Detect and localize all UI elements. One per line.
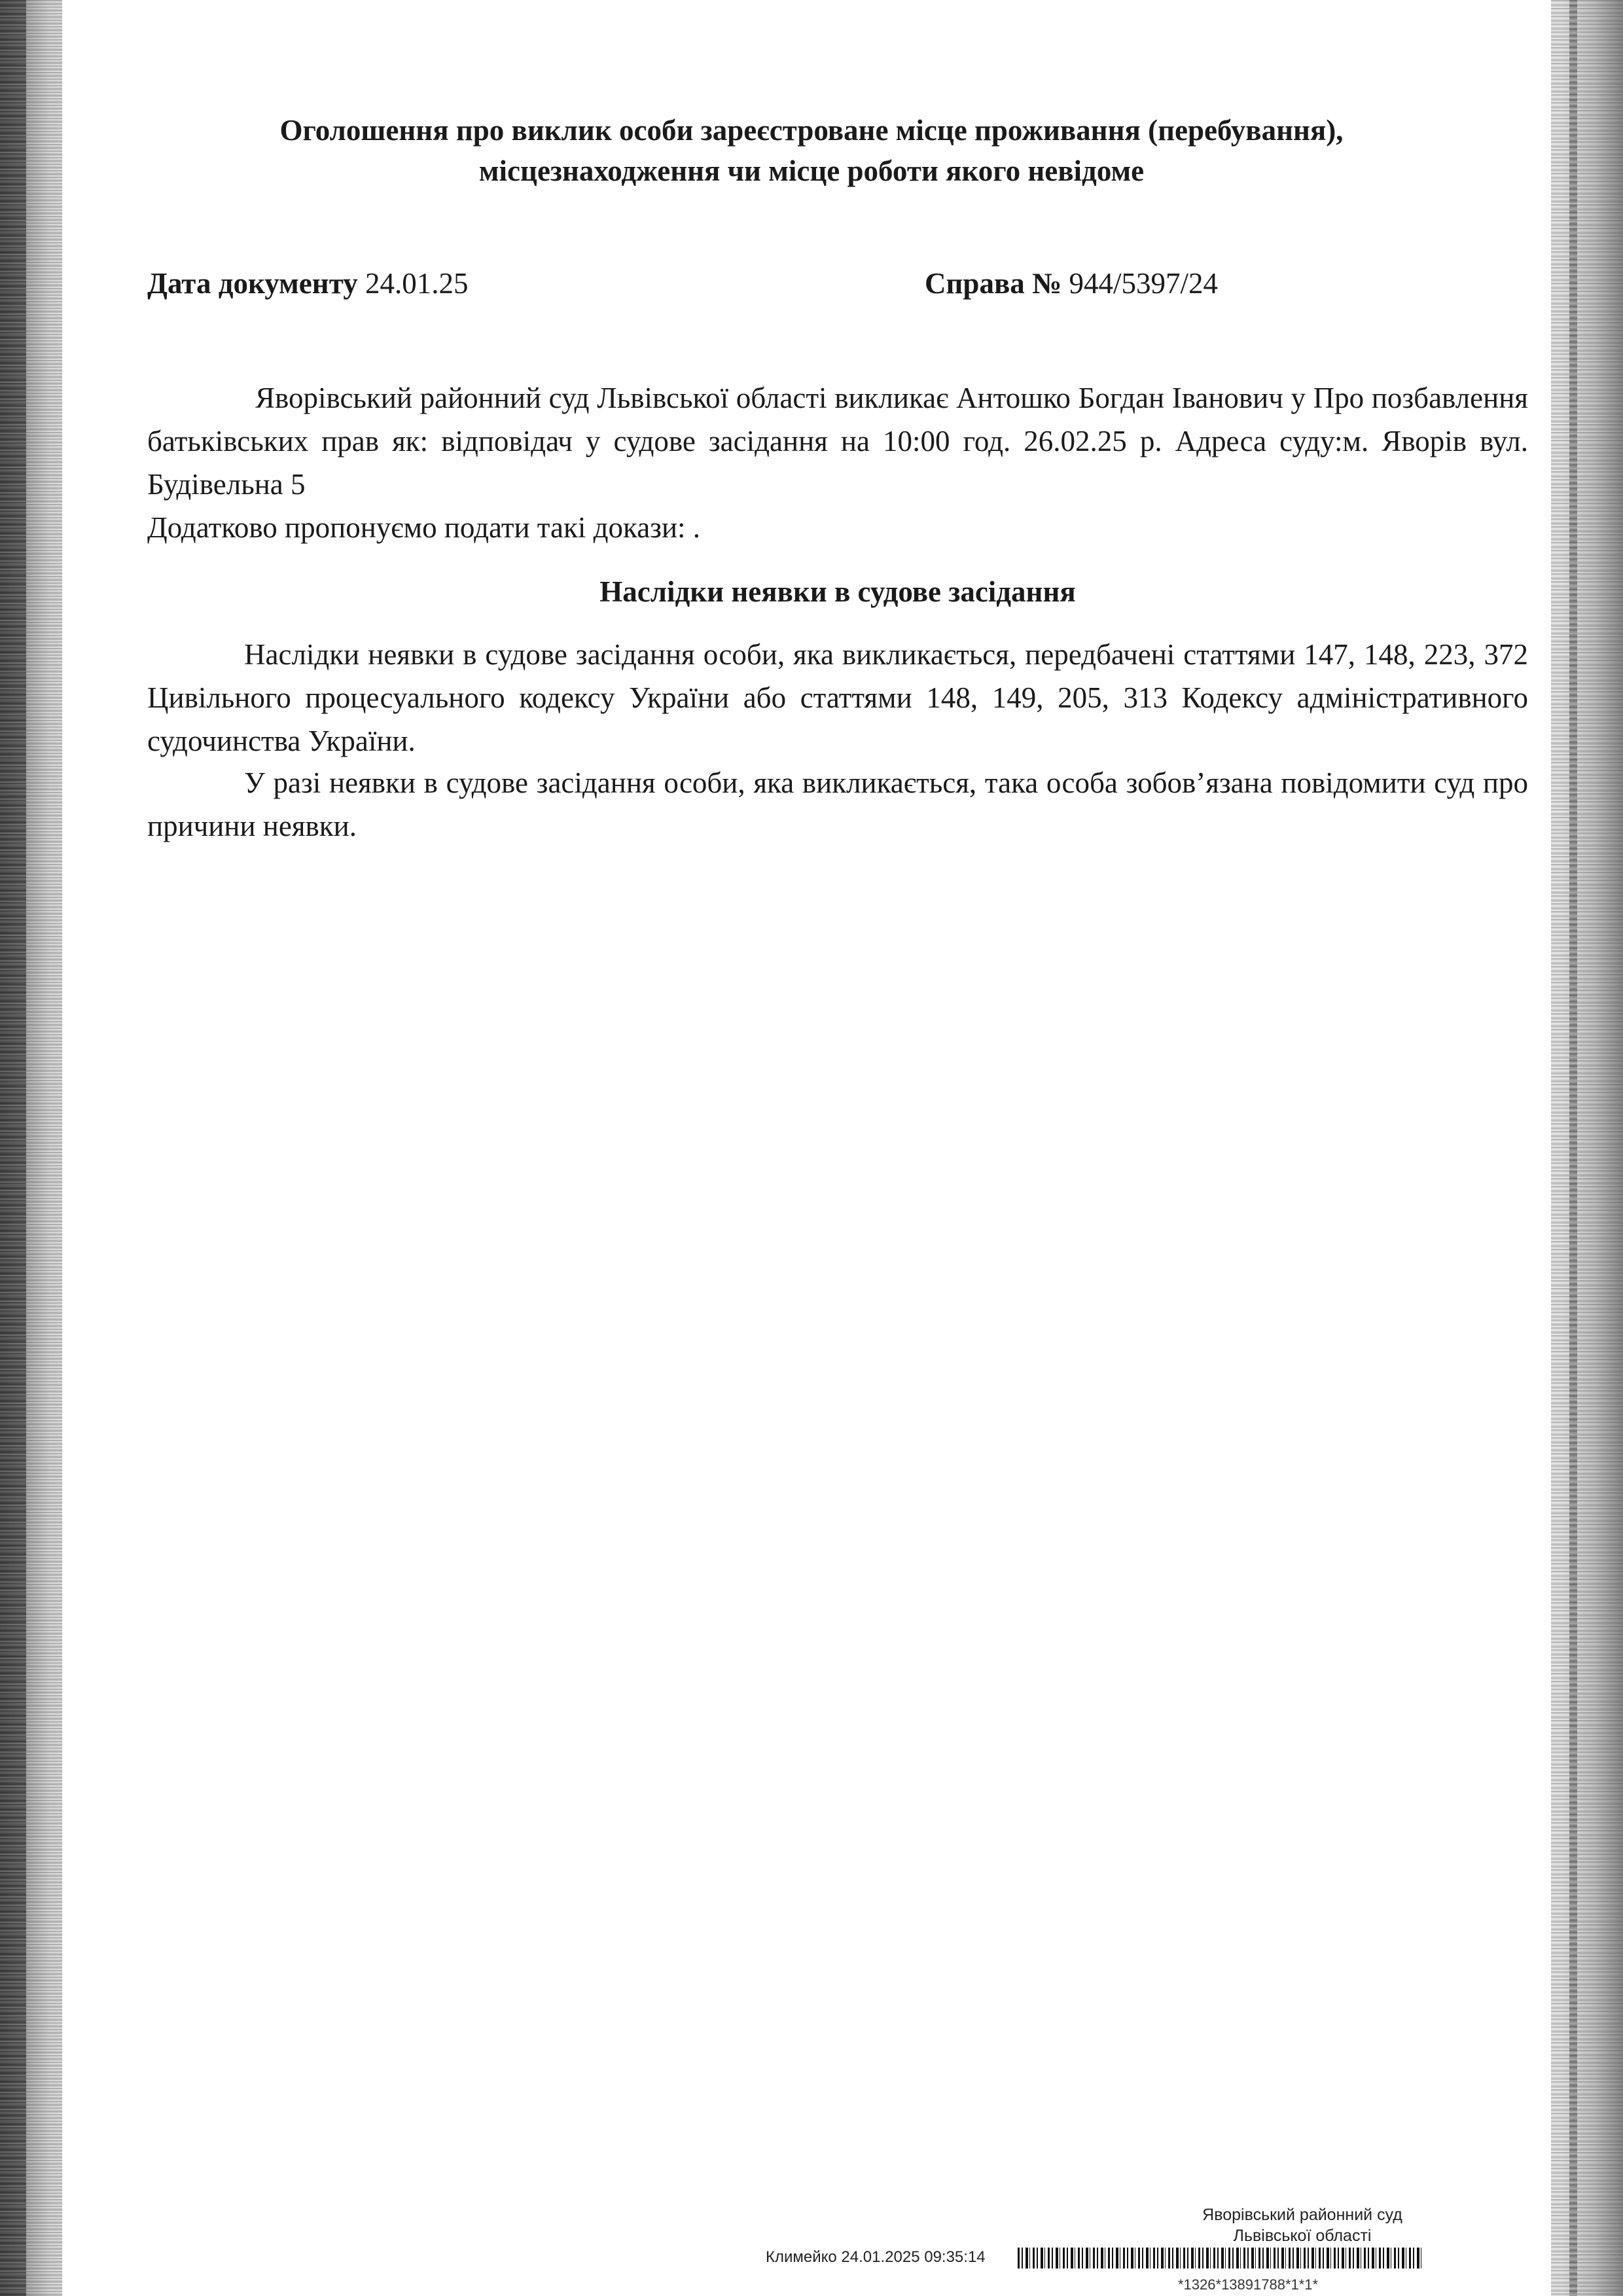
evidence-paragraph: Додатково пропонуємо подати такі докази: . [147, 511, 701, 544]
court-stamp-line1: Яворівський районний суд [1202, 2206, 1402, 2224]
scan-edge-right-band [1569, 0, 1577, 2296]
notify-paragraph: У разі неявки в судове засідання особи, яка викликається, така особа зобов’язана повідомити суд про причини неявки. [147, 766, 1528, 842]
barcode-caption: *1326*13891788*1*1* [1178, 2276, 1319, 2293]
document-date-label: Дата документу [147, 267, 358, 300]
clerk-timestamp: Климейко 24.01.2025 09:35:14 [766, 2248, 986, 2266]
case-number-value: 944/5397/24 [1069, 267, 1218, 300]
summons-paragraph: Яворівський районний суд Львівської області викликає Антошко Богдан Іванович у Про позбавлення батьківських прав як: відповідач у судове засідання на 10:00 год. 26.02.25 р. Адреса суду:м. Яворів вул. Будівельна 5 [147, 382, 1528, 501]
scan-edge-left-inner [0, 0, 26, 2296]
barcode [1018, 2248, 1423, 2269]
document-title [170, 110, 1453, 191]
document-title-line1: Оголошення про виклик особи зареєстроване місце проживання (перебування), [279, 114, 1344, 147]
court-stamp-line2: Львівської області [1233, 2227, 1372, 2245]
consequences-heading: Наслідки неявки в судове засідання [599, 575, 1076, 608]
document-title-line2: місцезнаходження чи місце роботи якого невідоме [478, 154, 1145, 187]
case-number-label: Справа № [925, 267, 1062, 300]
document-date [147, 264, 468, 303]
court-stamp [1073, 2204, 1531, 2246]
consequences-paragraph: Наслідки неявки в судове засідання особи, яка викликається, передбачені статтями 147, 148, 223, 372 Цивільного процесуального кодексу України або статтями 148, 149, 205, 313 Кодексу адміністративного судочинства України. [147, 638, 1528, 757]
case-number [925, 264, 1218, 303]
scan-edge-right [1551, 0, 1623, 2296]
document-date-value: 24.01.25 [365, 267, 469, 300]
